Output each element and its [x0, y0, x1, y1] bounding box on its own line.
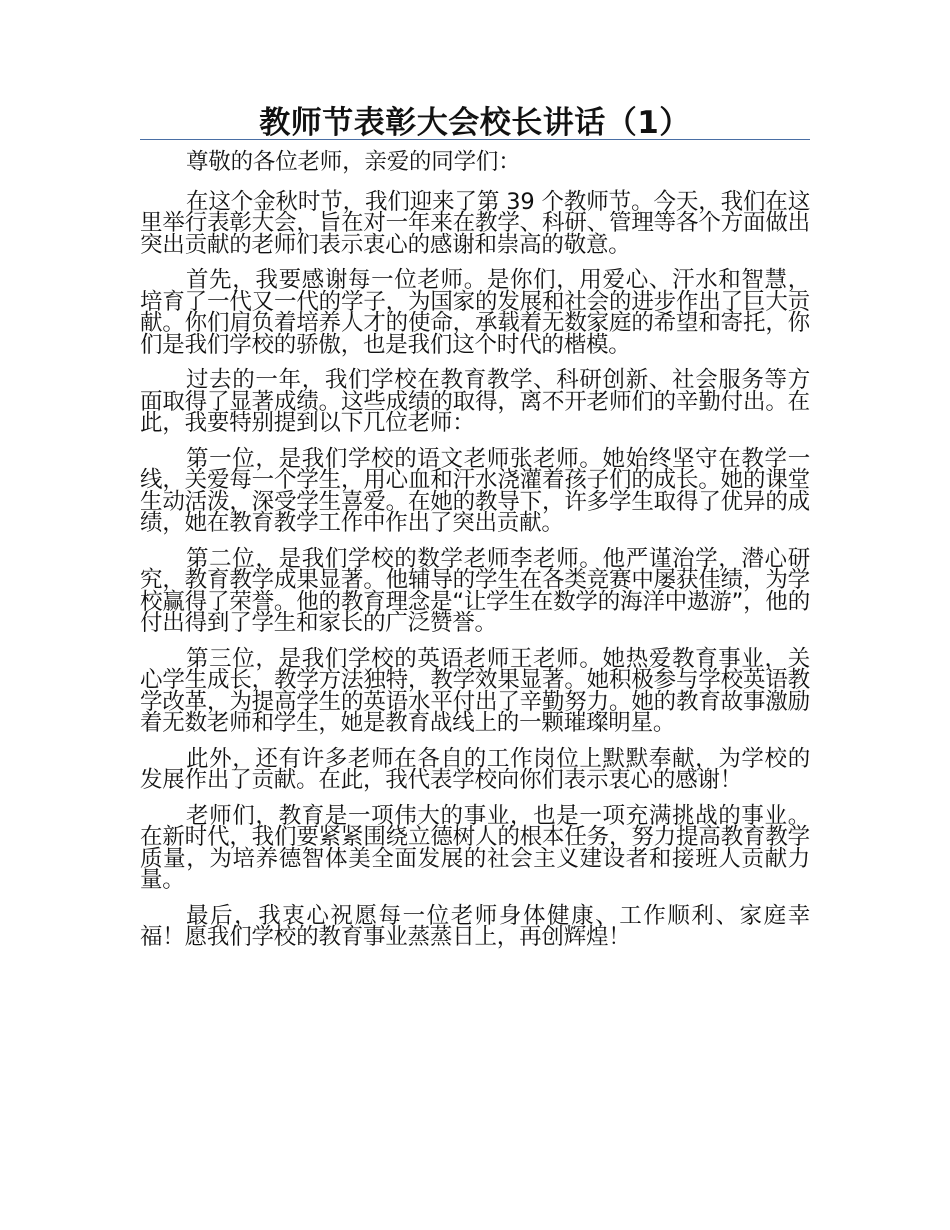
paragraph-teacher-zhang: 第一位，是我们学校的语文老师张老师。她始终坚守在教学一线，关爱每一个学生，用心血和汗水浇灌着孩子们的成长。她的课堂生动活泼，深受学生喜爱。在她的教导下，许多学生取得了优异的成绩，她在教育教学工作中作出了突出贡献。: [140, 445, 810, 536]
paragraph-achievements: 过去的一年，我们学校在教育教学、科研创新、社会服务等方面取得了显著成绩。这些成绩的取得，离不开老师们的辛勤付出。在此，我要特别提到以下几位老师：: [140, 367, 810, 436]
paragraph-thanks: 首先，我要感谢每一位老师。是你们，用爱心、汗水和智慧，培育了一代又一代的学子，为国家的发展和社会的进步作出了巨大贡献。你们肩负着培养人才的使命，承载着无数家庭的希望和寄托，你们是我们学校的骄傲，也是我们这个时代的楷模。: [140, 267, 810, 358]
title-underline: [140, 139, 810, 140]
document-title: 教师节表彰大会校长讲话（1）: [259, 105, 691, 141]
paragraph-others: 此外，还有许多老师在各自的工作岗位上默默奉献，为学校的发展作出了贡献。在此，我代表学校向你们表示衷心的感谢！: [140, 745, 810, 793]
title-block: [140, 104, 810, 142]
paragraph-greeting: 尊敬的各位老师，亲爱的同学们：: [186, 149, 521, 175]
document-body: [140, 149, 810, 963]
paragraph-teacher-li: 第二位，是我们学校的数学老师李老师。他严谨治学，潜心研究，教育教学成果显著。他辅导的学生在各类竞赛中屡获佳绩，为学校赢得了荣誉。他的教育理念是“让学生在数学的海洋中遨游”，他的付出得到了学生和家长的广泛赞誉。: [140, 545, 810, 636]
paragraph-intro: 在这个金秋时节，我们迎来了第 39 个教师节。今天，我们在这里举行表彰大会，旨在对一年来在教学、科研、管理等各个方面做出突出贡献的老师们表示衷心的感谢和崇高的敬意。: [140, 188, 810, 258]
paragraph-teacher-wang: 第三位，是我们学校的英语老师王老师。她热爱教育事业，关心学生成长，教学方法独特，教学效果显著。她积极参与学校英语教学改革，为提高学生的英语水平付出了辛勤努力。她的教育故事激励着无数老师和学生，她是教育战线上的一颗璀璨明星。: [140, 645, 810, 736]
paragraph-closing: 最后，我衷心祝愿每一位老师身体健康、工作顺利、家庭幸福！愿我们学校的教育事业蒸蒸日上，再创辉煌！: [140, 902, 810, 950]
paragraph-mission: 老师们，教育是一项伟大的事业，也是一项充满挑战的事业。在新时代，我们要紧紧围绕立德树人的根本任务，努力提高教育教学质量，为培养德智体美全面发展的社会主义建设者和接班人贡献力量。: [140, 802, 810, 893]
